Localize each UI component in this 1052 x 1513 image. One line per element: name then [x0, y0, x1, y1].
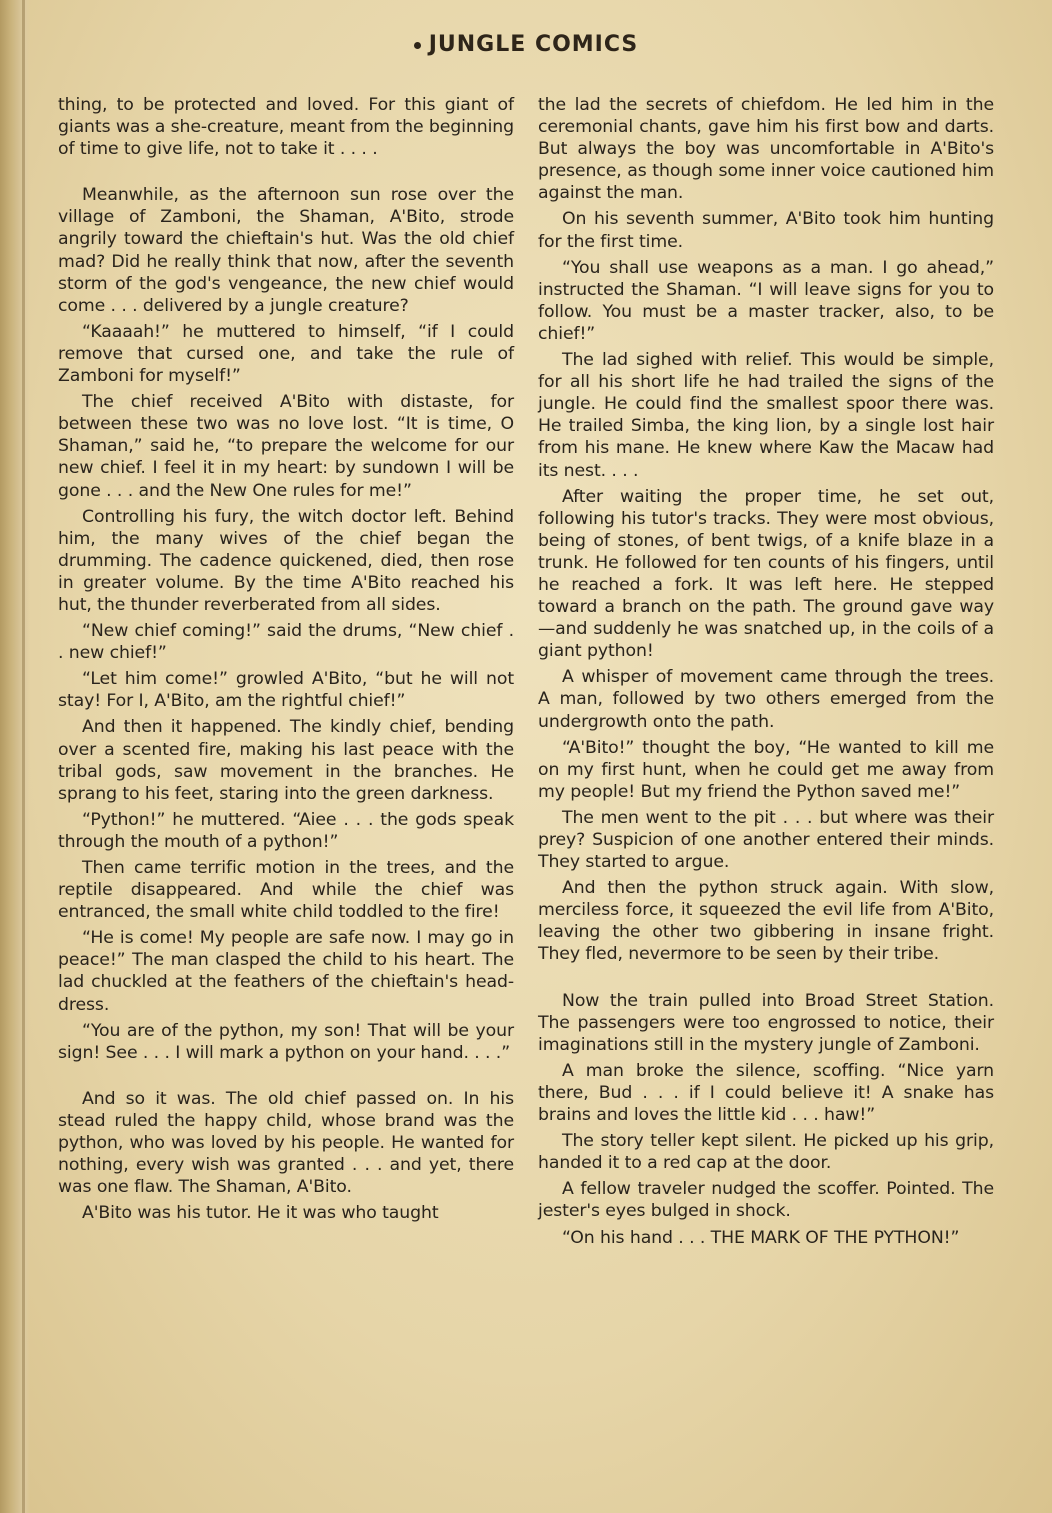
- right-column: [538, 94, 994, 1253]
- paragraph: A whisper of movement came through the trees. A man, followed by two others emerged from the undergrowth onto the path.: [538, 667, 994, 732]
- paragraph: A man broke the silence, scoffing. “Nice yarn there, Bud . . . if I could believe it! A snake has brains and loves the little kid . . . haw!”: [538, 1060, 994, 1126]
- paragraph: Now the train pulled into Broad Street Station. The passengers were too engrossed to notice, their imaginations still in the mystery jungle of Zamboni.: [538, 990, 994, 1055]
- paragraph: “You shall use weapons as a man. I go ahead,” instructed the Shaman. “I will leave signs for you to follow. You must be a master tracker, also, to be chief!”: [538, 257, 994, 344]
- paragraph: The story teller kept silent. He picked up his grip, handed it to a red cap at the door.: [538, 1131, 994, 1174]
- paragraph: “On his hand . . . THE MARK OF THE PYTHON!”: [562, 1227, 960, 1248]
- paragraph: “New chief coming!” said the drums, “New chief . . new chief!”: [58, 621, 514, 664]
- paragraph: The lad sighed with relief. This would be simple, for all his short life he had trailed the signs of the jungle. He could find the smallest spoor there was. He trailed Simba, the king lion, by a single lost hair from his mane. He knew where Kaw the Macaw had its nest. . . .: [538, 350, 994, 481]
- paragraph: On his seventh summer, A'Bito took him hunting for the first time.: [538, 209, 994, 252]
- paragraph: Controlling his fury, the witch doctor left. Behind him, the many wives of the chief began the drumming. The cadence quickened, died, then rose in greater volume. By the time A'Bito reached his hut, the thunder reverberated from all sides.: [58, 506, 514, 615]
- paragraph: “You are of the python, my son! That will be your sign! See . . . I will mark a python on your hand. . . .”: [58, 1020, 514, 1063]
- bullet-icon: [414, 42, 421, 49]
- paragraph: And so it was. The old chief passed on. In his stead ruled the happy child, whose brand was the python, who was loved by his people. He wanted for nothing, every wish was granted . . . and yet, there was one flaw. The Shaman, A'Bito.: [58, 1088, 514, 1198]
- paragraph: The chief received A'Bito with distaste, for between these two was no love lost. “It is time, O Shaman,” said he, “to prepare the welcome for our new chief. I feel it in my heart: by sundown I will be gone . . . and the New One rules for me!”: [58, 392, 514, 501]
- paragraph: “Let him come!” growled A'Bito, “but he will not stay! For I, A'Bito, am the rightful chief!”: [58, 669, 514, 712]
- paragraph: And then the python struck again. With slow, merciless force, it squeezed the evil life from A'Bito, leaving the other two gibbering in insane fright. They fled, nevermore to be seen by their tribe.: [538, 878, 994, 965]
- paragraph: the lad the secrets of chiefdom. He led him in the ceremonial chants, gave him his first bow and darts. But always the boy was uncomfortable in A'Bito's presence, as though some inner voice cautioned him against the man.: [538, 95, 994, 204]
- paragraph: And then it happened. The kindly chief, bending over a scented fire, making his last peace with the tribal gods, saw movement in the branches. He sprang to his feet, staring into the green darkness.: [58, 717, 514, 804]
- paragraph: “He is come! My people are safe now. I may go in peace!” The man clasped the child to his heart. The lad chuckled at the feathers of the chieftain's head-dress.: [58, 928, 514, 1015]
- paragraph: thing, to be protected and loved. For this giant of giants was a she-creature, meant from the beginning of time to give life, not to take it . . . .: [58, 95, 514, 160]
- paragraph: “A'Bito!” thought the boy, “He wanted to kill me on my first hunt, when he could get me away from my people! But my friend the Python saved me!”: [538, 737, 994, 802]
- left-column: [58, 94, 514, 1228]
- paragraph: Meanwhile, as the afternoon sun rose over the village of Zamboni, the Shaman, A'Bito, strode angrily toward the chieftain's hut. Was the old chief mad? Did he really think that now, after the seventh storm of the god's vengeance, the new chief would come . . . delivered by a jungle creature?: [58, 185, 514, 316]
- page-header: [0, 32, 1052, 57]
- paragraph: Then came terrific motion in the trees, and the reptile disappeared. And while the chief was entranced, the small white child toddled to the fire!: [58, 858, 514, 923]
- page-spine-line: [22, 0, 25, 1513]
- paragraph: A'Bito was his tutor. He it was who taught: [82, 1203, 439, 1224]
- paragraph: After waiting the proper time, he set out, following his tutor's tracks. They were most obvious, being of stones, of bent twigs, of a knife blaze in a trunk. He followed for ten counts of his fingers, until he reached a fork. It was left here. He stepped toward a branch on the path. The ground gave way—and suddenly he was snatched up, in the coils of a giant python!: [538, 486, 994, 662]
- paragraph: “Python!” he muttered. “Aiee . . . the gods speak through the mouth of a python!”: [58, 809, 514, 852]
- paragraph: A fellow traveler nudged the scoffer. Pointed. The jester's eyes bulged in shock.: [538, 1179, 994, 1222]
- paragraph: “Kaaaah!” he muttered to himself, “if I could remove that cursed one, and take the rule of Zamboni for myself!”: [58, 321, 514, 387]
- page-spine-shadow: [0, 0, 30, 1513]
- header-title: JUNGLE COMICS: [428, 32, 639, 57]
- paragraph: The men went to the pit . . . but where was their prey? Suspicion of one another entered their minds. They started to argue.: [538, 807, 994, 873]
